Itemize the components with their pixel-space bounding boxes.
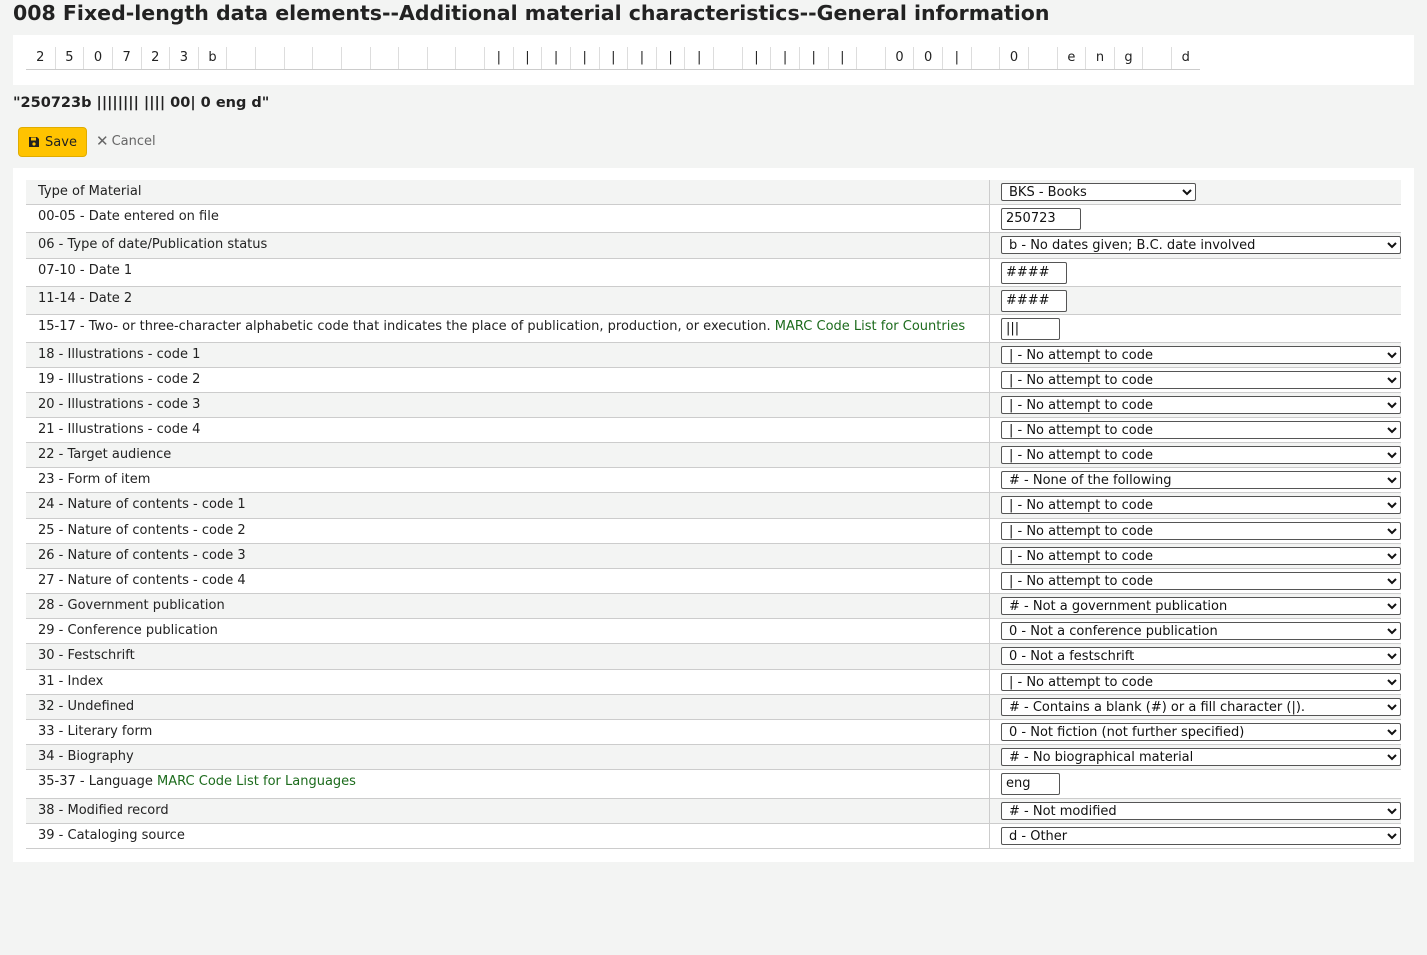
field-value-cell bbox=[990, 367, 1402, 392]
field-input[interactable] bbox=[1001, 318, 1060, 340]
field-label bbox=[26, 467, 990, 492]
field-value-cell bbox=[990, 744, 1402, 769]
table-row bbox=[26, 180, 1401, 204]
field-value-cell bbox=[990, 694, 1402, 719]
field-value-cell bbox=[990, 342, 1402, 367]
table-row bbox=[26, 467, 1401, 492]
char-position: | bbox=[541, 47, 570, 69]
field-select[interactable] bbox=[1001, 496, 1401, 514]
table-row bbox=[26, 719, 1401, 744]
field-label bbox=[26, 618, 990, 643]
field-select[interactable] bbox=[1001, 236, 1401, 254]
field-label bbox=[26, 643, 990, 669]
field-label-text: 06 - Type of date/Publication status bbox=[38, 236, 268, 252]
field-value-cell bbox=[990, 286, 1402, 314]
table-row bbox=[26, 204, 1401, 232]
field-value-cell bbox=[990, 204, 1402, 232]
field-label bbox=[26, 669, 990, 694]
field-value-cell bbox=[990, 798, 1402, 823]
field-label-text: 27 - Nature of contents - code 4 bbox=[38, 572, 246, 588]
field-label bbox=[26, 543, 990, 568]
table-row bbox=[26, 492, 1401, 518]
char-position bbox=[284, 47, 313, 69]
char-position: | bbox=[570, 47, 599, 69]
char-position bbox=[398, 47, 427, 69]
field-value-cell bbox=[990, 568, 1402, 593]
field-label bbox=[26, 744, 990, 769]
char-position: 2 bbox=[141, 47, 170, 69]
char-position: | bbox=[799, 47, 828, 69]
field-value-cell bbox=[990, 467, 1402, 492]
char-position: | bbox=[684, 47, 713, 69]
field-label bbox=[26, 392, 990, 417]
field-select[interactable] bbox=[1001, 673, 1401, 691]
field-label-text: 34 - Biography bbox=[38, 748, 134, 764]
char-position: 0 bbox=[913, 47, 942, 69]
char-position bbox=[370, 47, 399, 69]
char-position: e bbox=[1057, 47, 1086, 69]
field-value-cell bbox=[990, 618, 1402, 643]
field-label bbox=[26, 719, 990, 744]
char-position bbox=[255, 47, 284, 69]
field-label bbox=[26, 342, 990, 367]
field-label-text: 21 - Illustrations - code 4 bbox=[38, 421, 201, 437]
char-position bbox=[1028, 47, 1057, 69]
field-value-cell bbox=[990, 593, 1402, 618]
field-select[interactable] bbox=[1001, 572, 1401, 590]
field-select[interactable] bbox=[1001, 371, 1401, 389]
field-input[interactable] bbox=[1001, 208, 1081, 230]
field-label-text: 25 - Nature of contents - code 2 bbox=[38, 522, 246, 538]
material-type-select[interactable] bbox=[1001, 183, 1196, 201]
field-label-text: 29 - Conference publication bbox=[38, 622, 218, 638]
field-label-text: 20 - Illustrations - code 3 bbox=[38, 396, 201, 412]
field-select[interactable] bbox=[1001, 446, 1401, 464]
char-position: 5 bbox=[55, 47, 84, 69]
field-label-text: 32 - Undefined bbox=[38, 698, 135, 714]
field-select[interactable] bbox=[1001, 547, 1401, 565]
char-position bbox=[713, 47, 742, 69]
field-label bbox=[26, 823, 990, 848]
field-label bbox=[26, 232, 990, 258]
table-row bbox=[26, 798, 1401, 823]
character-positions bbox=[26, 47, 1200, 70]
field-label-text: 19 - Illustrations - code 2 bbox=[38, 371, 201, 387]
marc-code-list-link[interactable]: MARC Code List for Languages bbox=[157, 773, 356, 789]
save-button-label: Save bbox=[45, 134, 77, 150]
char-position: b bbox=[198, 47, 227, 69]
field-value-cell bbox=[990, 669, 1402, 694]
char-position bbox=[427, 47, 456, 69]
field-value-cell bbox=[990, 769, 1402, 798]
char-position: 7 bbox=[112, 47, 141, 69]
field-label-text: 07-10 - Date 1 bbox=[38, 262, 133, 278]
cancel-button[interactable] bbox=[96, 134, 156, 149]
field-label-text: 31 - Index bbox=[38, 673, 104, 689]
field-label bbox=[26, 367, 990, 392]
char-position: 0 bbox=[83, 47, 112, 69]
char-position: | bbox=[513, 47, 542, 69]
field-select[interactable] bbox=[1001, 802, 1401, 820]
field-select[interactable] bbox=[1001, 827, 1401, 845]
field-value-cell bbox=[990, 417, 1402, 442]
field-label bbox=[26, 769, 990, 798]
table-row bbox=[26, 643, 1401, 669]
char-position bbox=[455, 47, 484, 69]
field-value-cell bbox=[990, 643, 1402, 669]
field-label-text: 30 - Festschrift bbox=[38, 647, 135, 663]
table-row bbox=[26, 392, 1401, 417]
char-position bbox=[1142, 47, 1171, 69]
char-position: 0 bbox=[885, 47, 914, 69]
field-label-text: 28 - Government publication bbox=[38, 597, 225, 613]
field-value-cell bbox=[990, 180, 1402, 204]
field-label bbox=[26, 314, 990, 342]
char-position: 0 bbox=[999, 47, 1028, 69]
table-row bbox=[26, 669, 1401, 694]
field-value-cell bbox=[990, 518, 1402, 543]
field-label bbox=[26, 593, 990, 618]
field-label-text: 00-05 - Date entered on file bbox=[38, 208, 219, 224]
field-select[interactable] bbox=[1001, 471, 1401, 489]
field-label-text: 39 - Cataloging source bbox=[38, 827, 185, 843]
table-row bbox=[26, 342, 1401, 367]
char-position: | bbox=[656, 47, 685, 69]
fixed-field-preview bbox=[13, 35, 1414, 85]
field-input[interactable] bbox=[1001, 773, 1060, 795]
field-label bbox=[26, 442, 990, 467]
char-position: g bbox=[1114, 47, 1143, 69]
field-label bbox=[26, 204, 990, 232]
page-title: 008 Fixed-length data elements--Additional material characteristics--General information bbox=[13, 1, 1050, 25]
field-label-text: 35-37 - Language bbox=[38, 773, 153, 789]
field-value-cell bbox=[990, 314, 1402, 342]
field-table bbox=[26, 180, 1401, 849]
char-position: | bbox=[627, 47, 656, 69]
field-label-text: 24 - Nature of contents - code 1 bbox=[38, 496, 246, 512]
char-position: | bbox=[599, 47, 628, 69]
close-icon: ✕ bbox=[96, 132, 109, 150]
table-row bbox=[26, 618, 1401, 643]
field-label-text: 23 - Form of item bbox=[38, 471, 151, 487]
field-select[interactable] bbox=[1001, 522, 1401, 540]
field-value-cell bbox=[990, 823, 1402, 848]
field-select[interactable] bbox=[1001, 346, 1401, 364]
field-value-cell bbox=[990, 442, 1402, 467]
table-row bbox=[26, 694, 1401, 719]
field-label bbox=[26, 417, 990, 442]
field-label-text: 11-14 - Date 2 bbox=[38, 290, 133, 306]
char-position bbox=[971, 47, 1000, 69]
field-label-text: 15-17 - Two- or three-character alphabetic code that indicates the place of publication, production, or execution. bbox=[38, 318, 771, 334]
field-label bbox=[26, 286, 990, 314]
field-select[interactable] bbox=[1001, 421, 1401, 439]
result-string: "250723b |||||||| |||| 00| 0 eng d" bbox=[13, 95, 270, 111]
table-row bbox=[26, 744, 1401, 769]
field-label bbox=[26, 694, 990, 719]
field-editor-panel bbox=[13, 168, 1414, 862]
field-select[interactable] bbox=[1001, 597, 1401, 615]
table-row bbox=[26, 823, 1401, 848]
field-value-cell bbox=[990, 492, 1402, 518]
table-row bbox=[26, 258, 1401, 286]
save-button[interactable] bbox=[18, 127, 87, 157]
cancel-button-label: Cancel bbox=[111, 134, 156, 149]
field-label bbox=[26, 568, 990, 593]
field-select[interactable] bbox=[1001, 647, 1401, 665]
field-label-text: 26 - Nature of contents - code 3 bbox=[38, 547, 246, 563]
char-position bbox=[226, 47, 255, 69]
field-select[interactable] bbox=[1001, 396, 1401, 414]
marc-code-list-link[interactable]: MARC Code List for Countries bbox=[774, 318, 966, 334]
table-row bbox=[26, 518, 1401, 543]
table-row bbox=[26, 442, 1401, 467]
char-position bbox=[312, 47, 341, 69]
field-label bbox=[26, 258, 990, 286]
char-position: | bbox=[942, 47, 971, 69]
table-row bbox=[26, 232, 1401, 258]
field-label-text: Type of Material bbox=[38, 184, 142, 199]
field-select[interactable] bbox=[1001, 723, 1401, 741]
table-row bbox=[26, 286, 1401, 314]
field-label-text: 18 - Illustrations - code 1 bbox=[38, 346, 201, 362]
field-label-text: 38 - Modified record bbox=[38, 802, 169, 818]
save-icon bbox=[28, 136, 40, 148]
char-position: | bbox=[484, 47, 513, 69]
char-position: d bbox=[1171, 47, 1200, 69]
field-value-cell bbox=[990, 719, 1402, 744]
field-select[interactable] bbox=[1001, 748, 1401, 766]
char-position: | bbox=[742, 47, 771, 69]
table-row bbox=[26, 417, 1401, 442]
table-row bbox=[26, 543, 1401, 568]
char-position: | bbox=[828, 47, 857, 69]
char-position: 3 bbox=[169, 47, 198, 69]
field-label-text: 22 - Target audience bbox=[38, 446, 172, 462]
table-row bbox=[26, 769, 1401, 798]
field-label bbox=[26, 492, 990, 518]
field-select[interactable] bbox=[1001, 622, 1401, 640]
table-row bbox=[26, 568, 1401, 593]
field-value-cell bbox=[990, 392, 1402, 417]
char-position bbox=[341, 47, 370, 69]
field-label bbox=[26, 798, 990, 823]
field-value-cell bbox=[990, 258, 1402, 286]
table-row bbox=[26, 367, 1401, 392]
field-label-text: 33 - Literary form bbox=[38, 723, 153, 739]
field-select[interactable] bbox=[1001, 698, 1401, 716]
field-input[interactable] bbox=[1001, 262, 1067, 284]
table-row bbox=[26, 593, 1401, 618]
field-value-cell bbox=[990, 543, 1402, 568]
char-position bbox=[856, 47, 885, 69]
char-position: | bbox=[770, 47, 799, 69]
char-position: 2 bbox=[36, 50, 45, 65]
field-label bbox=[26, 180, 990, 204]
field-input[interactable] bbox=[1001, 290, 1067, 312]
table-row bbox=[26, 314, 1401, 342]
char-position: n bbox=[1085, 47, 1114, 69]
field-label bbox=[26, 518, 990, 543]
field-value-cell bbox=[990, 232, 1402, 258]
